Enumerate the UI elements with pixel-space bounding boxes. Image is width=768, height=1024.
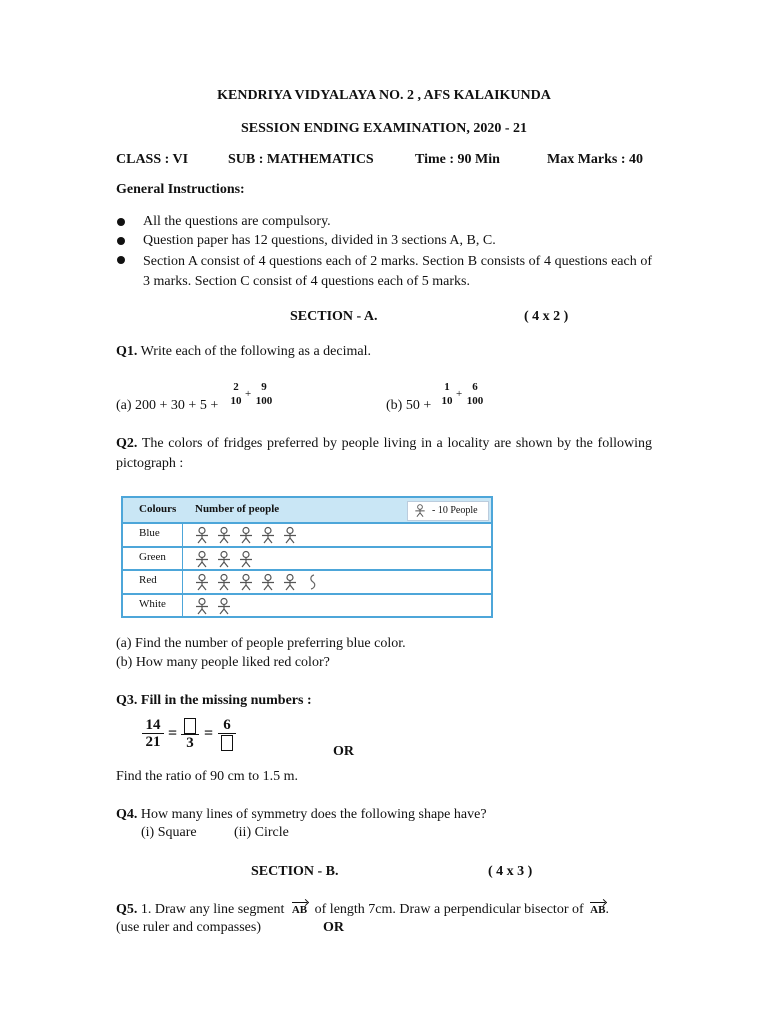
blank-box [184,718,196,734]
instructions-title: General Instructions: [116,182,245,197]
q1-a-fraction-2 [253,381,275,408]
q5-question [116,902,609,918]
colour-label: Blue [139,527,160,539]
bullet-icon [117,218,125,226]
q1-a-fraction-1 [229,381,243,408]
person-icon [281,526,299,544]
person-icon [193,550,211,568]
numerator: 9 [261,381,267,393]
segment-ab: AB [590,904,606,916]
q5-line-2: (use ruler and compasses) [116,920,262,935]
school-name: KENDRIYA VIDYALAYA NO. 2 , AFS KALAIKUNDA [217,88,551,103]
pictograph-legend [407,501,489,521]
class-label: CLASS : VI [116,152,189,167]
person-icon [193,597,211,615]
q4-question [116,807,487,823]
pictograph-row [123,569,491,592]
equals-sign: = [204,725,214,742]
q1-part-a-prefix: (a) 200 + 30 + 5 + [116,398,219,413]
q4-option-1: (i) Square [141,825,197,840]
denominator: 100 [255,395,273,407]
section-b-marks: ( 4 x 3 ) [488,864,533,879]
q2-part-a: (a) Find the number of people preferring blue color. [116,636,406,651]
pictograph-table [121,496,493,618]
colours-header: Colours [139,503,177,515]
legend-text: - 10 People [432,505,478,516]
q1-part-b-prefix: (b) 50 + [386,398,432,413]
plus-sign: + [456,388,463,400]
numerator: 6 [472,381,478,393]
person-icon [237,573,255,591]
person-icon [237,526,255,544]
instruction-item: All the questions are compulsory. [143,214,331,229]
pictograph-row [123,522,491,545]
pictograph-header [123,498,491,522]
q2-label: Q2. [116,436,138,451]
q2-text: The colors of fridges preferred by people living in a locality are shown by the following pictograph : [116,436,652,471]
q3-fraction-2 [181,717,199,751]
numerator: 6 [223,717,231,733]
colour-label: White [139,597,166,610]
max-marks-label: Max Marks : 40 [547,152,644,167]
plus-sign: + [245,388,252,400]
q3-fraction-1 [142,717,164,750]
person-icons [193,597,237,615]
section-a-marks: ( 4 x 2 ) [524,309,569,324]
bullet-icon [117,256,125,264]
denominator-blank [218,733,236,751]
pictograph-row [123,546,491,569]
number-of-people-header: Number of people [195,503,280,515]
q2-part-b: (b) How many people liked red color? [116,655,330,670]
denominator: 10 [230,395,242,407]
q4-label: Q4. [116,807,138,822]
denominator: 3 [181,734,199,751]
q5-or: OR [323,920,344,935]
numerator: 1 [444,381,450,393]
q4-option-2: (ii) Circle [234,825,289,840]
section-a-title: SECTION - A. [290,309,378,324]
q1-text: Write each of the following as a decimal. [140,344,371,359]
q1-question [116,344,371,360]
person-icon [193,526,211,544]
denominator: 100 [466,395,484,407]
segment-ab: AB [291,904,308,916]
q5-text-1: 1. Draw any line segment [140,902,285,917]
q4-text: How many lines of symmetry does the following shape have? [140,807,487,822]
numerator: 2 [233,381,239,393]
person-icon [193,573,211,591]
denominator: 10 [441,395,453,407]
bullet-icon [117,237,125,245]
q1-label: Q1. [116,344,138,359]
person-icon [237,550,255,568]
q3-or: OR [333,744,354,759]
q3-title: Q3. Fill in the missing numbers : [116,693,312,708]
section-b-title: SECTION - B. [251,864,339,879]
person-icons [193,526,303,544]
instruction-item: Question paper has 12 questions, divided in 3 sections A, B, C. [143,233,496,248]
q3-alternative: Find the ratio of 90 cm to 1.5 m. [116,769,298,784]
denominator: 21 [142,733,164,750]
person-icon [259,573,277,591]
partial-person-icon [303,573,321,591]
person-icons [193,573,325,591]
person-icon [215,573,233,591]
person-icon [215,597,233,615]
q1-b-fraction-1 [440,381,454,408]
equals-sign: = [168,725,178,742]
numerator: 14 [145,717,161,733]
q1-b-fraction-2 [464,381,486,408]
instruction-item: Section A consist of 4 questions each of 2 marks. Section B consists of 4 questions each of 3 marks. Section C consist of 4 questions each of 5 marks. [143,254,652,289]
person-icon [215,526,233,544]
q5-text-2: of length 7cm. Draw a perpendicular bisector of [314,902,584,917]
time-label: Time : 90 Min [415,152,500,167]
blank-box [221,735,233,751]
subject-label: SUB : MATHEMATICS [228,152,374,167]
exam-title: SESSION ENDING EXAMINATION, 2020 - 21 [240,121,527,136]
colour-label: Green [139,550,166,563]
q5-text-3: . [605,902,609,917]
colour-label: Red [139,574,157,586]
person-icons [193,550,259,568]
numerator-blank [181,717,199,734]
q2-question [116,434,652,474]
person-icon [413,503,427,518]
q3-fraction-3 [218,717,236,751]
person-icon [281,573,299,591]
person-icon [259,526,277,544]
q5-label: Q5. [116,902,138,917]
person-icon [215,550,233,568]
pictograph-row [123,593,491,616]
